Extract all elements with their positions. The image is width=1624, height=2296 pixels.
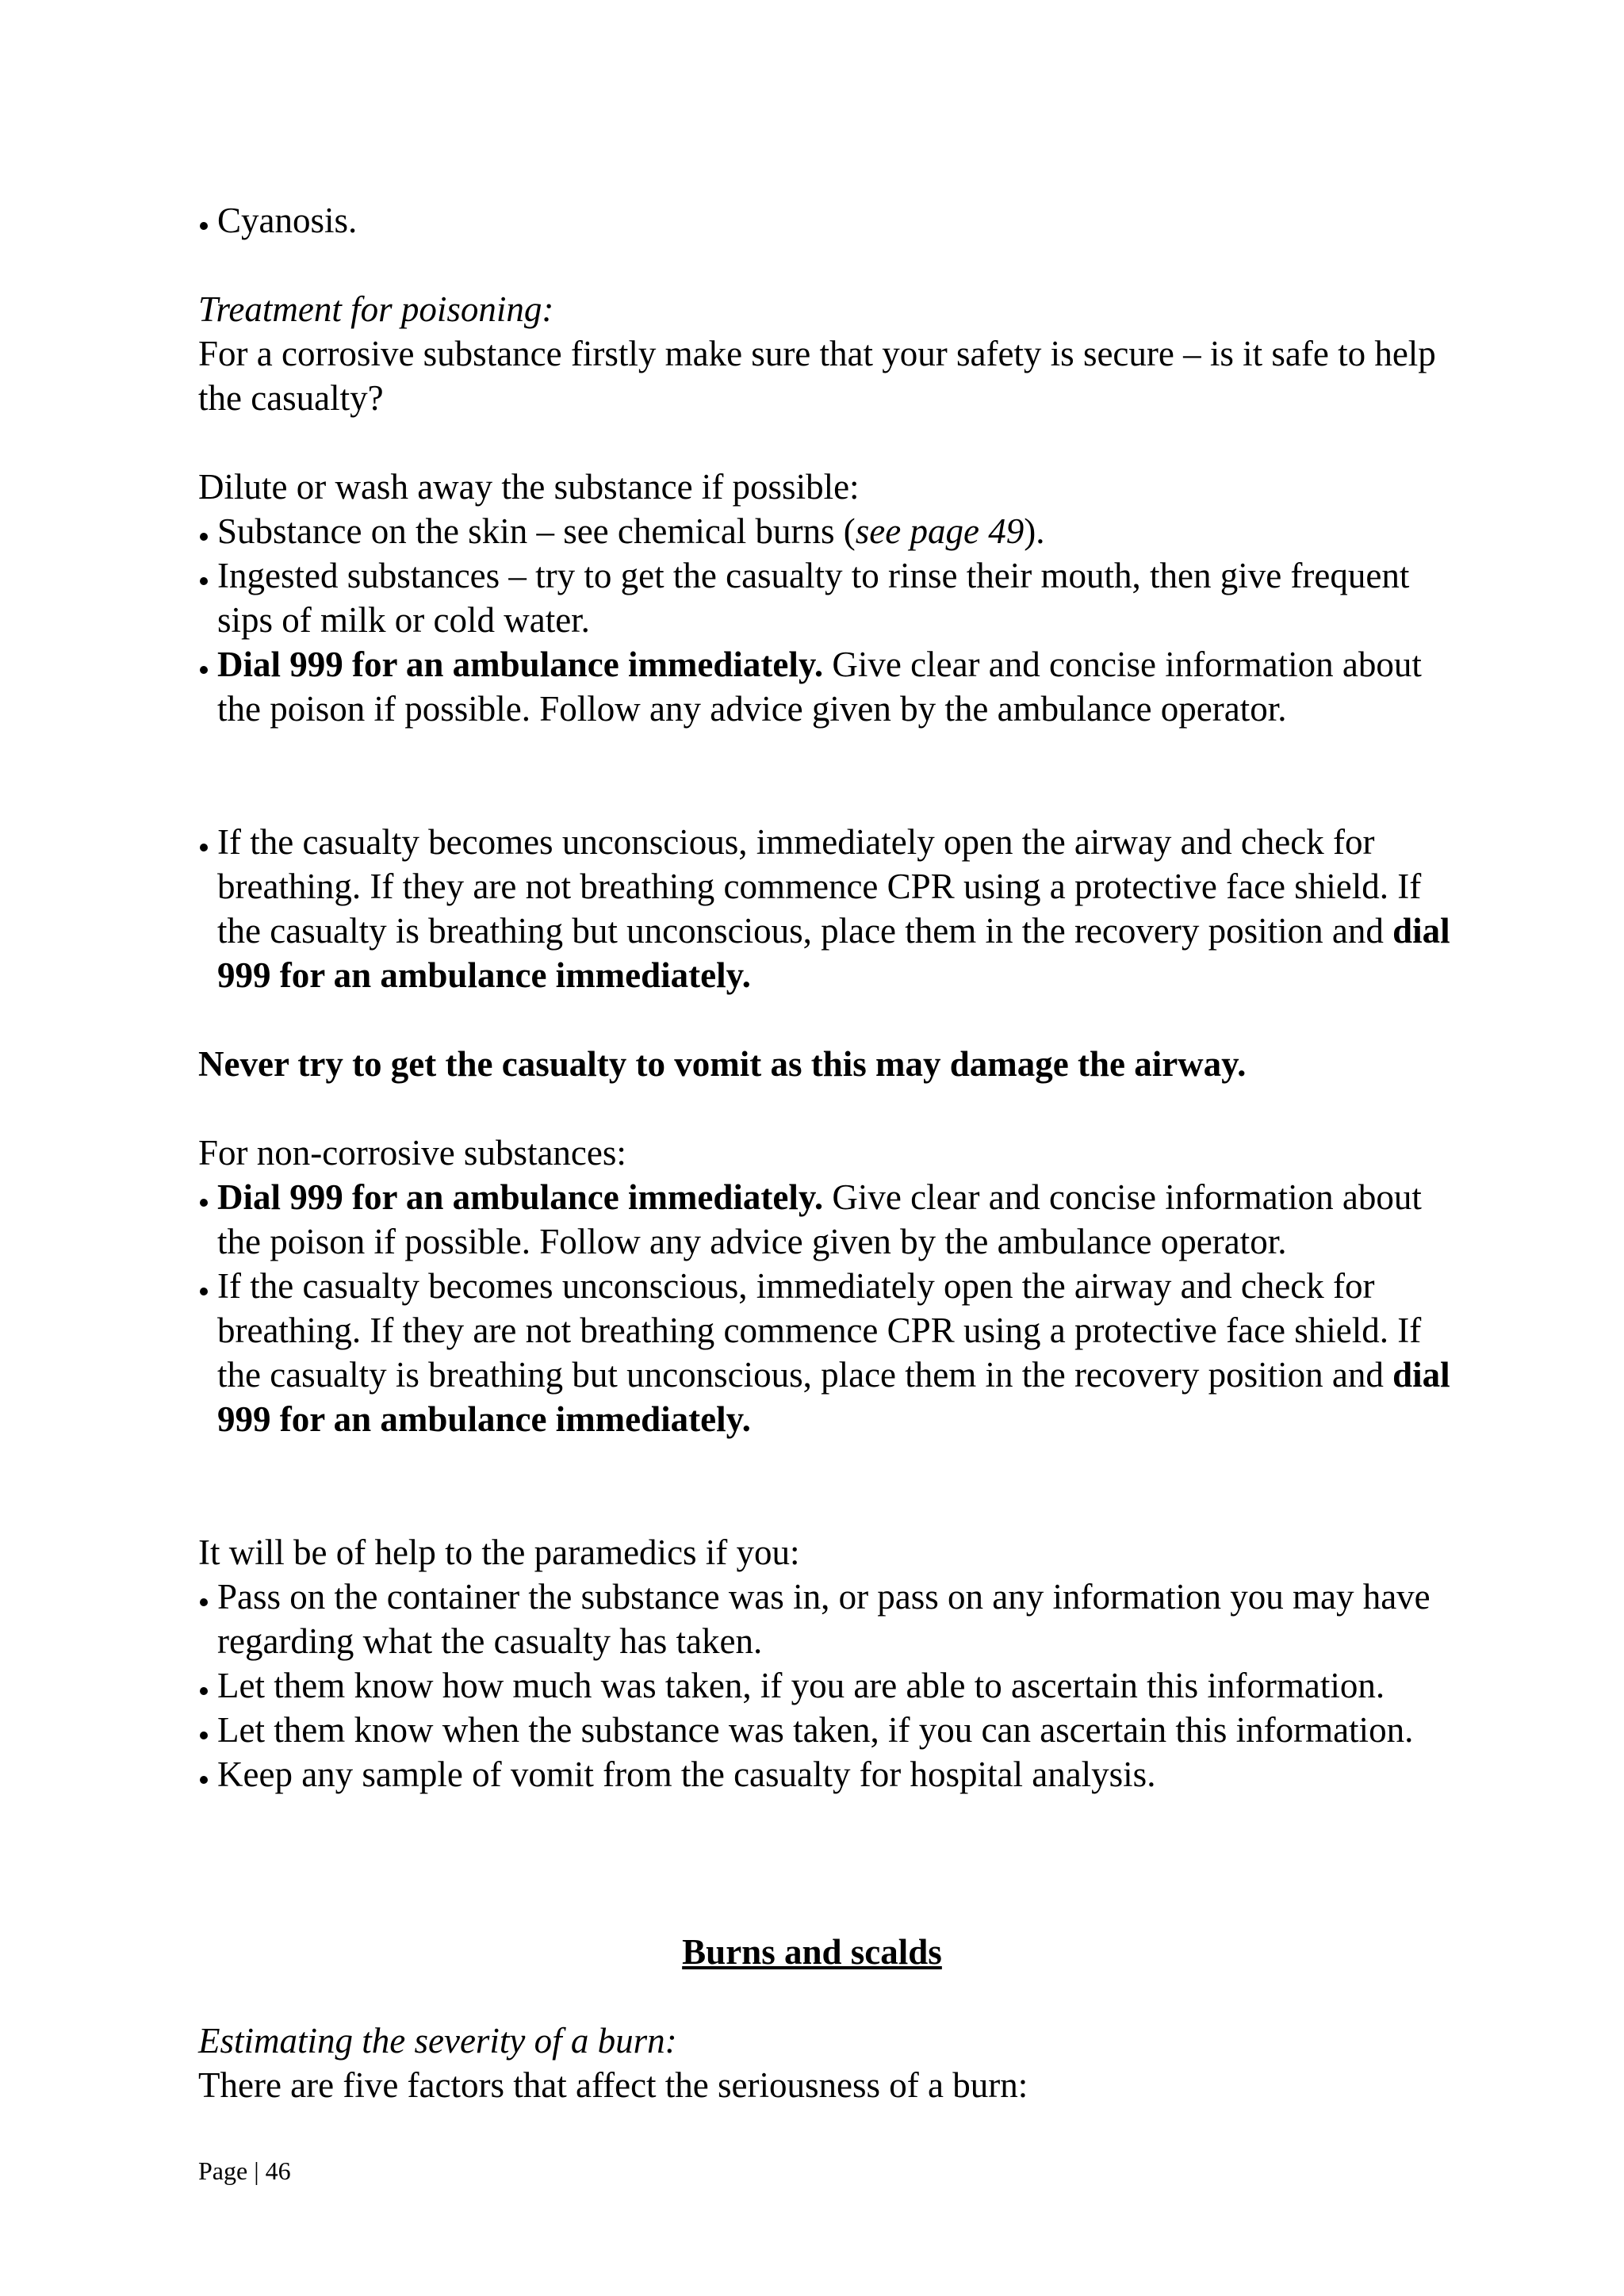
dilute-list xyxy=(198,509,1451,731)
list-item: Let them know when the substance was taken, if you can ascertain this information. xyxy=(198,1708,1451,1752)
severity-intro: There are five factors that affect the seriousness of a burn: xyxy=(198,2065,1028,2105)
dilute-intro: Dilute or wash away the substance if possible: xyxy=(198,467,860,507)
list-item: Substance on the skin – see chemical burns (see page 49). xyxy=(198,509,1451,553)
treatment-heading: Treatment for poisoning: xyxy=(198,289,554,329)
list-item: If the casualty becomes unconscious, immediately open the airway and check for breathing. If they are not breathing commence CPR using a protective face shield. If the casualty is breathing but unconscious, place them in the recovery position and dial 999 for an ambulance immediately. xyxy=(198,1264,1451,1441)
corrosive-intro: For a corrosive substance firstly make sure that your safety is secure – is it safe to help the casualty? xyxy=(198,334,1436,418)
list-item: Let them know how much was taken, if you are able to ascertain this information. xyxy=(198,1663,1451,1708)
list-item: Dial 999 for an ambulance immediately. Give clear and concise information about the poison if possible. Follow any advice given by the ambulance operator. xyxy=(198,1175,1451,1264)
list-item: If the casualty becomes unconscious, immediately open the airway and check for breathing. If they are not breathing commence CPR using a protective face shield. If the casualty is breathing but unconscious, place them in the recovery position and dial 999 for an ambulance immediately. xyxy=(198,820,1451,997)
unconscious-list xyxy=(198,820,1451,997)
list-item: Pass on the container the substance was in, or pass on any information you may have regarding what the casualty has taken. xyxy=(198,1575,1451,1663)
severity-heading: Estimating the severity of a burn: xyxy=(198,2021,677,2061)
list-item xyxy=(198,198,1451,243)
noncorrosive-intro: For non-corrosive substances: xyxy=(198,1133,626,1173)
noncorrosive-list xyxy=(198,1175,1451,1441)
page-reference: see page 49 xyxy=(855,511,1025,551)
list-item: Dial 999 for an ambulance immediately. Give clear and concise information about the poison if possible. Follow any advice given by the ambulance operator. xyxy=(198,642,1451,731)
list-item-text: Cyanosis. xyxy=(217,201,358,240)
paramedics-intro: It will be of help to the paramedics if you: xyxy=(198,1533,800,1572)
list-item: Keep any sample of vomit from the casualty for hospital analysis. xyxy=(198,1752,1451,1797)
page-number: Page | 46 xyxy=(198,2156,291,2185)
warning-text: Never try to get the casualty to vomit as this may damage the airway. xyxy=(198,1044,1247,1084)
paramedics-list xyxy=(198,1575,1451,1797)
symptom-list xyxy=(198,198,1451,243)
section-heading: Burns and scalds xyxy=(682,1932,942,1972)
list-item: Ingested substances – try to get the casualty to rinse their mouth, then give frequent sips of milk or cold water. xyxy=(198,553,1451,642)
